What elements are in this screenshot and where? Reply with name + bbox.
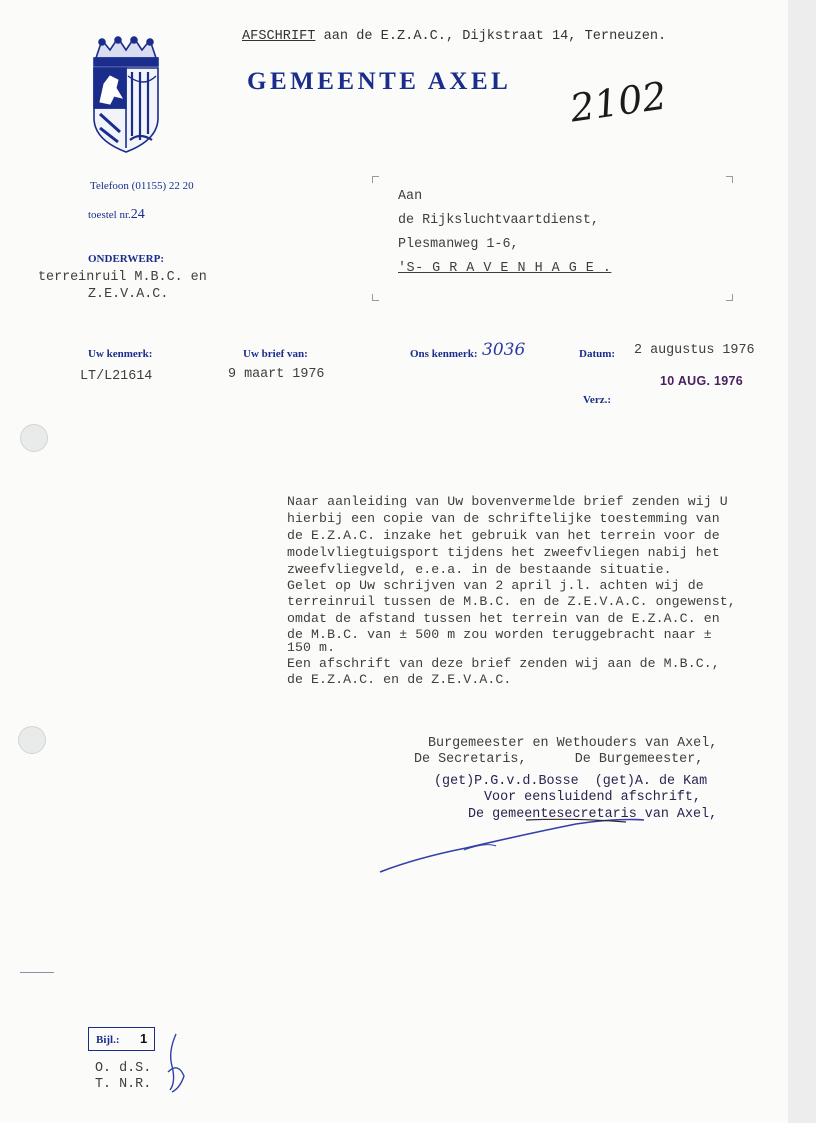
date-label: Datum: xyxy=(579,348,616,360)
body-line: modelvliegtuigsport tijdens het zweefvliegen nabij het xyxy=(287,545,720,560)
signature-line-2: De Secretaris, De Burgemeester, xyxy=(414,752,704,767)
signature-line-5: De gemeentesecretaris van Axel, xyxy=(468,807,718,822)
body-line: Gelet op Uw schrijven van 2 april j.l. achten wij de xyxy=(287,578,704,593)
signature-line-3: (get)P.G.v.d.Bosse (get)A. de Kam xyxy=(434,774,708,789)
subject-line-2: Z.E.V.A.C. xyxy=(88,287,169,302)
your-ref-label: Uw kenmerk: xyxy=(88,348,153,360)
your-ref-value: LT/L21614 xyxy=(80,369,153,384)
signature-line-4: Voor eensluidend afschrift, xyxy=(484,790,701,805)
body-line: Een afschrift van deze brief zenden wij aan de M.B.C., xyxy=(287,656,720,671)
address-corner-top-right xyxy=(726,176,733,183)
punch-hole-top xyxy=(20,424,48,452)
extension-value: 24 xyxy=(130,207,145,222)
coat-of-arms-logo xyxy=(88,36,164,156)
body-line: 150 m. xyxy=(287,640,336,655)
sent-date-stamp: 10 AUG. 1976 xyxy=(660,374,744,388)
address-corner-bottom-left xyxy=(372,294,379,301)
enclosure-count: 1 xyxy=(140,1031,148,1046)
copy-note-keyword: AFSCHRIFT xyxy=(242,29,316,44)
enclosure-label: Bijl.: xyxy=(96,1034,120,1046)
body-line: de E.Z.A.C. inzake het gebruik van het terrein voor de xyxy=(287,528,720,543)
body-line: de E.Z.A.C. en de Z.E.V.A.C. xyxy=(287,672,512,687)
handwritten-file-number: 2102 xyxy=(567,73,670,131)
signature-line-1: Burgemeester en Wethouders van Axel, xyxy=(428,736,718,751)
copy-note-text: aan de E.Z.A.C., Dijkstraat 14, Terneuzen. xyxy=(315,29,667,44)
body-line: hierbij een copie van de schriftelijke toestemming van xyxy=(287,511,720,526)
subject-label: ONDERWERP: xyxy=(88,253,165,265)
subject-line-1: terreinruil M.B.C. en xyxy=(38,270,207,285)
copy-note xyxy=(242,29,666,44)
body-line: Naar aanleiding van Uw bovenvermelde brief zenden wij U xyxy=(287,494,728,509)
fold-mark xyxy=(20,972,54,973)
sent-label: Verz.: xyxy=(583,394,611,406)
your-letter-label: Uw brief van: xyxy=(243,348,308,360)
your-letter-value: 9 maart 1976 xyxy=(228,367,325,382)
address-line-2: de Rijksluchtvaartdienst, xyxy=(398,213,599,228)
distribution-line-1: O. d.S. xyxy=(95,1061,152,1076)
handwritten-initials xyxy=(162,1032,190,1096)
distribution-line-2: T. N.R. xyxy=(95,1077,152,1092)
body-line: zweefvliegveld, e.e.a. in de bestaande situatie. xyxy=(287,562,672,577)
address-corner-top-left xyxy=(372,176,379,183)
our-ref-label: Ons kenmerk: xyxy=(410,348,478,360)
extension-label: toestel nr. xyxy=(88,209,131,221)
date-value: 2 augustus 1976 xyxy=(634,343,755,358)
address-line-3: Plesmanweg 1-6, xyxy=(398,237,519,252)
municipality-title: GEMEENTE AXEL xyxy=(247,68,512,95)
body-line: omdat de afstand tussen het terrein van de E.Z.A.C. en xyxy=(287,611,720,626)
address-line-1: Aan xyxy=(398,189,423,204)
our-ref-value: 3036 xyxy=(482,340,526,360)
body-line: terreinruil tussen de M.B.C. en de Z.E.V.A.C. ongewenst, xyxy=(287,594,736,609)
punch-hole-bottom xyxy=(18,726,46,754)
body-line: de M.B.C. van ± 500 m zou worden teruggebracht naar ± xyxy=(287,627,712,642)
address-corner-bottom-right xyxy=(726,294,733,301)
extension xyxy=(88,207,145,223)
phone-label: Telefoon (01155) 22 20 xyxy=(90,180,194,192)
handwritten-signature xyxy=(376,806,676,878)
address-city: 'S- G R A V E N H A G E . xyxy=(398,261,612,276)
